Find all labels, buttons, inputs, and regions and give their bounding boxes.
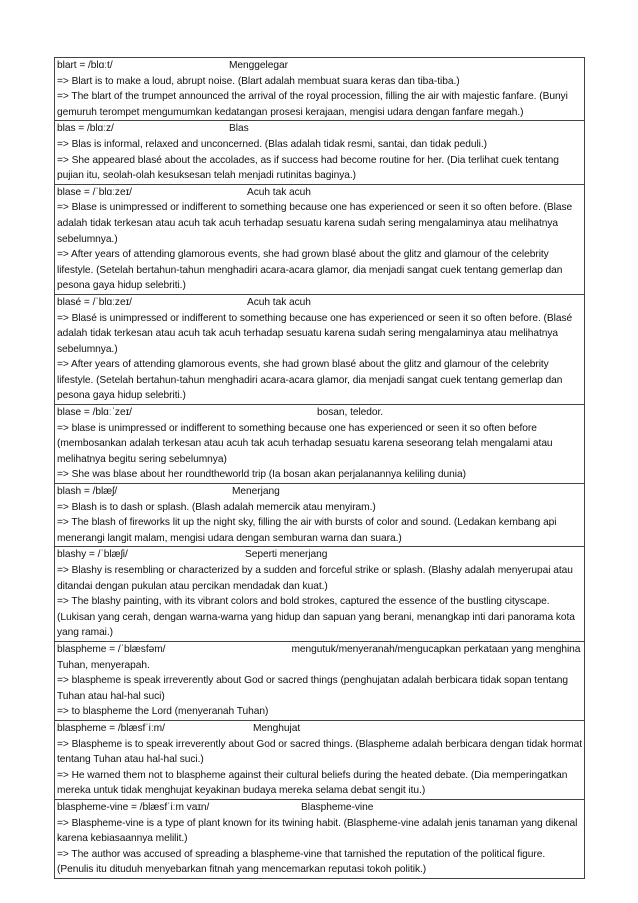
headword-pronunciation: blase = /blɑːˈzeɪ/	[57, 407, 132, 419]
headword-line	[57, 405, 582, 421]
headword-line	[57, 185, 582, 201]
dictionary-entry	[54, 58, 585, 121]
example-line: => The blash of fireworks lit up the night sky, filling the air with bursts of color and sound. (Ledakan kembang api menerangi langit malam, mengisi udara dengan semburan warna dan suara.)	[57, 517, 557, 544]
definition-line: => blase is unimpressed or indifferent to something because one has experienced or seen it so often before (membosankan adalah terkesan atau acuh tak acuh terhadap sesuatu karena seseorang telah mengalami atau melihatnya begitu sering sebelumnya)	[57, 422, 553, 465]
definition-line: => Blasé is unimpressed or indifferent to something because one has experienced or seen it so often before. (Blasé adalah tidak terkesan atau acuh tak acuh terhadap sesuatu karena sudah sering mengalaminya atau melihatnya sebelumnya.)	[57, 312, 573, 355]
example-line: => She was blase about her roundtheworld trip (Ia bosan akan perjalanannya keliling dunia)	[57, 469, 466, 481]
headword-pronunciation: blas = /blɑːz/	[57, 123, 114, 135]
headword-line	[57, 800, 582, 816]
dictionary-entry	[54, 484, 585, 547]
definition-line: => Blash is to dash or splash. (Blash adalah memercik atau menyiram.)	[57, 501, 376, 513]
example-line: => The blashy painting, with its vibrant colors and bold strokes, captured the essence of the bustling cityscape. (Lukisan yang cerah, dengan warna-warna yang hidup dan sapuan yang berani, menangkap inti dari panorama kota yang ramai.)	[57, 596, 575, 639]
dictionary-entry	[54, 642, 585, 721]
dictionary-entry	[54, 295, 585, 405]
headword-translation: Seperti menerjang	[245, 549, 328, 561]
dictionary-entry	[54, 547, 585, 642]
headword-translation: Menggelegar	[229, 60, 288, 71]
definition-line: => Blas is informal, relaxed and unconcerned. (Blas adalah tidak resmi, santai, dan tidak peduli.)	[57, 138, 488, 150]
definition-line: => blaspheme is speak irreverently about God or sacred things (penghujatan adalah berbicara tidak sopan tentang Tuhan atau hal-hal suci)	[57, 675, 568, 702]
dictionary-entry	[54, 721, 585, 800]
headword-line	[57, 121, 582, 137]
headword-translation: Blas	[229, 123, 249, 135]
headword-translation: bosan, teledor.	[317, 407, 384, 419]
example-line: => She appeared blasé about the accolades, as if success had become routine for her. (Dia terlihat cuek tentang pujian itu, seolah-olah kesuksesan telah menjadi rutinitas baginya.)	[57, 154, 559, 182]
example-line: => He warned them not to blaspheme against their cultural beliefs during the heated debate. (Dia memperingatkan mereka untuk tidak menghujat keyakinan budaya mereka selama debat sengit itu.)	[57, 769, 568, 797]
headword-translation: Acuh tak acuh	[247, 296, 311, 308]
headword-line	[57, 295, 582, 311]
headword-translation: Blaspheme-vine	[301, 801, 374, 813]
example-line: => After years of attending glamorous events, she had grown blasé about the glitz and glamour of the celebrity lifestyle. (Setelah bertahun-tahun menghadiri acara-acara glamor, dia menjadi sangat cuek tentang gemerlap dan pesona gaya hidup selebriti.)	[57, 359, 563, 402]
headword-line	[57, 484, 582, 500]
dictionary-table	[54, 57, 585, 879]
dictionary-entry	[54, 405, 585, 484]
definition-line: => Blart is to make a loud, abrupt noise. (Blart adalah membuat suara keras dan tiba-tiba.)	[57, 75, 460, 87]
example-line: => After years of attending glamorous events, she had grown blasé about the glitz and glamour of the celebrity lifestyle. (Setelah bertahun-tahun menghadiri acara-acara glamor, dia menjadi sangat cuek tentang gemerlap dan pesona gaya hidup selebriti.)	[57, 249, 563, 292]
headword-pronunciation: blart = /blɑːt/	[57, 60, 113, 71]
headword-line	[57, 58, 582, 74]
headword-pronunciation: blashy = /ˈblæʃi/	[57, 549, 128, 561]
headword-translation: Menghujat	[253, 722, 301, 734]
dictionary-entry	[54, 121, 585, 184]
example-line: => The author was accused of spreading a blaspheme-vine that tarnished the reputation of the political figure. (Penulis itu dituduh menyebarkan fitnah yang mencemarkan reputasi tokoh politik.)	[57, 848, 546, 876]
headword-pronunciation: blase = /ˈblɑːzeɪ/	[57, 186, 132, 198]
headword-line	[57, 642, 582, 673]
headword-pronunciation: blaspheme = /ˈblæsfəm/	[57, 643, 166, 655]
headword-translation: mengutuk/menyeranah/mengucapkan perkataan yang menghina Tuhan, menyerapah.	[57, 643, 581, 671]
definition-line: => Blaspheme is to speak irreverently about God or sacred things. (Blaspheme adalah berbicara dengan tidak hormat tentang Tuhan atau hal-hal suci.)	[57, 738, 582, 766]
example-line: => to blaspheme the Lord (menyeranah Tuhan)	[57, 706, 269, 718]
headword-line	[57, 721, 582, 737]
headword-pronunciation: blaspheme-vine = /blæsfˈiːm vaɪn/	[57, 801, 210, 813]
definition-line: => Blaspheme-vine is a type of plant known for its twining habit. (Blaspheme-vine adalah jenis tanaman yang dikenal karena kebiasaannya melilit.)	[57, 817, 578, 845]
headword-pronunciation: blaspheme = /blæsfˈiːm/	[57, 722, 165, 734]
headword-line	[57, 547, 582, 563]
headword-translation: Acuh tak acuh	[247, 186, 311, 198]
dictionary-entry	[54, 185, 585, 295]
definition-line: => Blase is unimpressed or indifferent to something because one has experienced or seen it so often before. (Blase adalah tidak terkesan atau acuh tak acuh terhadap sesuatu karena sudah sering mengalaminya atau melihatnya sebelumnya.)	[57, 202, 573, 245]
dictionary-entry	[54, 800, 585, 879]
headword-pronunciation: blash = /blæʃ/	[57, 486, 118, 498]
definition-line: => Blashy is resembling or characterized by a sudden and forceful strike or splash. (Blashy adalah menyerupai atau ditandai dengan pukulan atau percikan mendadak dan kuat.)	[57, 565, 573, 592]
headword-pronunciation: blasé = /ˈblɑːzeɪ/	[57, 296, 132, 308]
example-line: => The blart of the trumpet announced the arrival of the royal procession, filling the air with majestic fanfare. (Bunyi gemuruh terompet mengumumkan kedatangan prosesi kerajaan, mengisi udara dengan fanfare megah.)	[57, 91, 568, 118]
headword-translation: Menerjang	[232, 486, 280, 498]
